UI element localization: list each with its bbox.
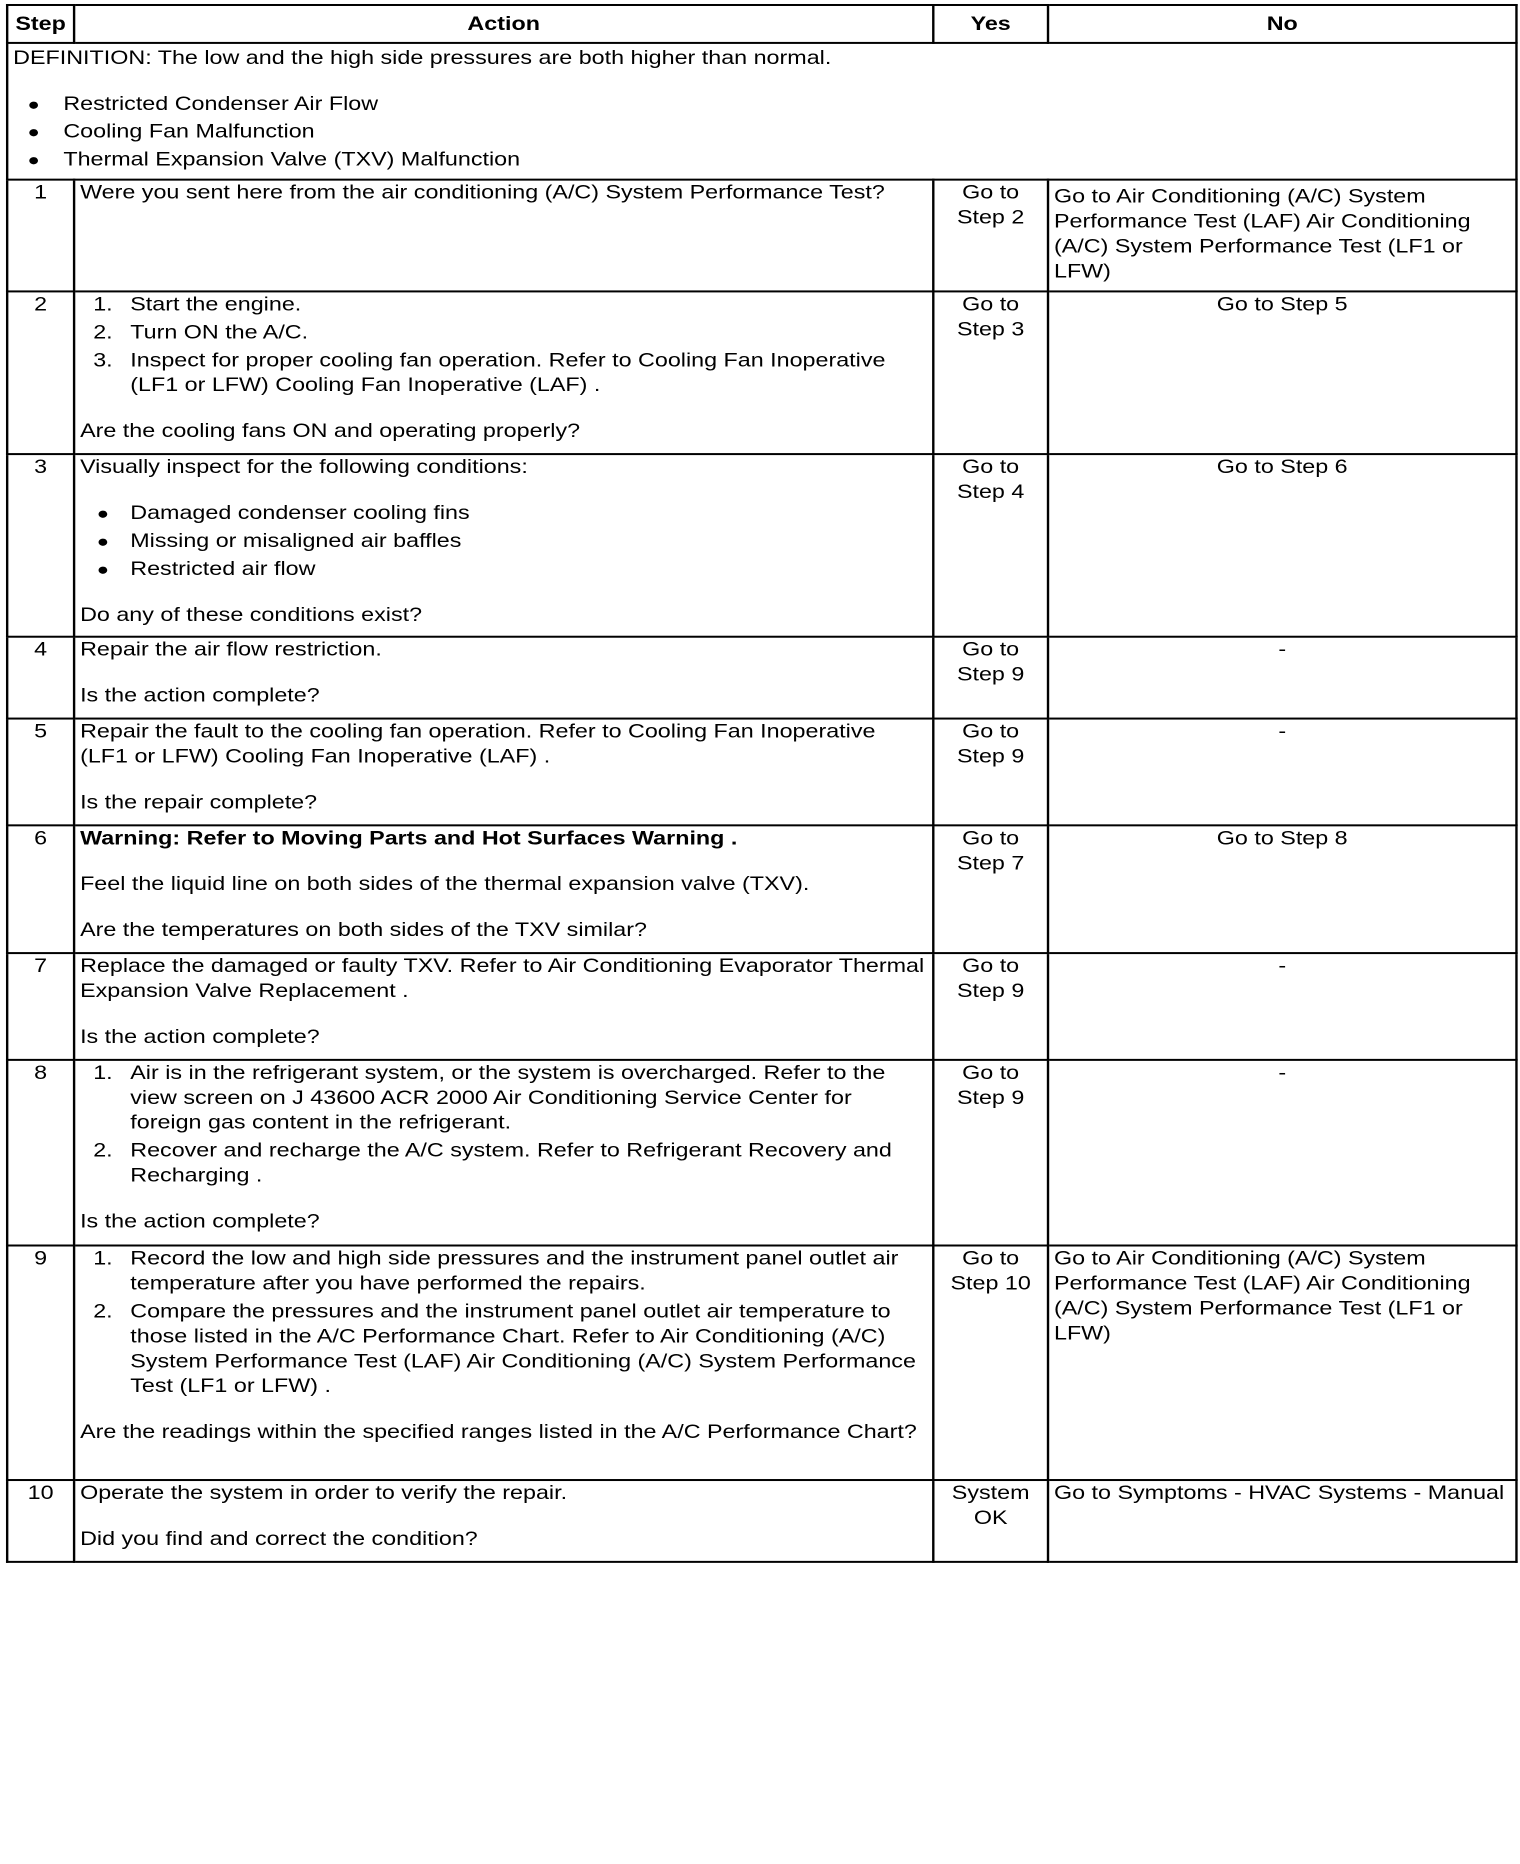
no-cell: Go to Step 8: [1048, 825, 1516, 953]
yes-line: Step 9: [956, 745, 1025, 768]
condition-item: ● Restricted air flow: [80, 557, 927, 582]
yes-cell: [933, 825, 1048, 953]
action-cell: [74, 637, 933, 719]
yes-cell: [933, 454, 1048, 637]
question: Is the repair complete?: [80, 791, 318, 814]
question: Were you sent here from the air conditioning (A/C) System Performance Test?: [80, 181, 885, 204]
action-cell: [74, 1246, 933, 1481]
action-item: 2. Recover and recharge the A/C system. Refer to Refrigerant Recovery and Recharging .: [93, 1139, 892, 1187]
no-cell: Go to Air Conditioning (A/C) System Performance Test (LAF) Air Conditioning (A/C) System Performance Test (LF1 or LFW): [1048, 1246, 1516, 1481]
no-cell: Go to Symptoms - HVAC Systems - Manual: [1048, 1480, 1516, 1562]
step-number: 3: [7, 454, 74, 637]
header-row: [7, 5, 1516, 43]
header-no: No: [1048, 5, 1516, 43]
yes-line: OK: [973, 1506, 1008, 1529]
step-number: 10: [7, 1480, 74, 1562]
action-item: 2. Compare the pressures and the instrument panel outlet air temperature to those listed in the A/C Performance Chart. Refer to Air Conditioning (A/C) System Performance Test (LAF) Air Conditioning (A/C) System Performance Test (LF1 or LFW) .: [93, 1300, 916, 1398]
no-cell: -: [1048, 719, 1516, 826]
step-number: 9: [7, 1246, 74, 1481]
step-number: 8: [7, 1060, 74, 1246]
step-number: 4: [7, 637, 74, 719]
no-cell: -: [1048, 1060, 1516, 1246]
yes-cell: [933, 1246, 1048, 1481]
question: Did you find and correct the condition?: [80, 1527, 478, 1550]
step-number: 5: [7, 719, 74, 826]
yes-cell: [933, 291, 1048, 454]
yes-cell: [933, 637, 1048, 719]
action-item: 1. Air is in the refrigerant system, or the system is overcharged. Refer to the view screen on J 43600 ACR 2000 Air Conditioning Service Center for foreign gas content in the refrigerant.: [93, 1061, 886, 1134]
step-row-3: [7, 454, 1516, 637]
intro: Visually inspect for the following conditions:: [80, 456, 528, 479]
header-action: Action: [74, 5, 933, 43]
yes-line: Step 9: [956, 663, 1025, 686]
definition-cell: [7, 43, 1516, 180]
intro: Repair the air flow restriction.: [80, 638, 382, 661]
question: Is the action complete?: [80, 1025, 320, 1048]
step-row-7: [7, 953, 1516, 1060]
yes-line: Go to: [962, 827, 1020, 850]
step-row-9: [7, 1246, 1516, 1481]
question: Is the action complete?: [80, 684, 320, 707]
header-yes: Yes: [933, 5, 1048, 43]
action-cell: [74, 1480, 933, 1562]
intro: Feel the liquid line on both sides of the thermal expansion valve (TXV).: [80, 873, 810, 896]
yes-line: Go to: [962, 456, 1020, 479]
definition-row: [7, 43, 1516, 180]
no-cell: Go to Step 6: [1048, 454, 1516, 637]
yes-line: System: [951, 1482, 1030, 1504]
yes-line: Step 2: [956, 206, 1025, 229]
yes-line: Step 9: [956, 980, 1025, 1002]
no-cell: -: [1048, 637, 1516, 719]
yes-cell: [933, 1060, 1048, 1246]
yes-line: Go to: [962, 1061, 1020, 1084]
action-cell: [74, 719, 933, 826]
step-row-8: [7, 1060, 1516, 1246]
intro: Operate the system in order to verify the repair.: [80, 1482, 568, 1504]
yes-cell: [933, 953, 1048, 1060]
action-cell: [74, 180, 933, 292]
cause-item: ● Cooling Fan Malfunction: [13, 120, 1510, 145]
cause-item: ● Thermal Expansion Valve (TXV) Malfunction: [13, 148, 1510, 173]
yes-line: Go to: [962, 955, 1020, 978]
no-cell: Go to Step 5: [1048, 291, 1516, 454]
step-number: 6: [7, 825, 74, 953]
yes-cell: [933, 719, 1048, 826]
question: Is the action complete?: [80, 1210, 320, 1233]
step-number: 1: [7, 180, 74, 292]
yes-cell: [933, 180, 1048, 292]
yes-cell: [933, 1480, 1048, 1562]
yes-line: Go to: [962, 181, 1020, 204]
condition-list: [80, 501, 927, 582]
yes-line: Step 10: [950, 1272, 1031, 1295]
yes-line: Go to: [962, 638, 1020, 661]
action-list: [80, 1061, 927, 1189]
diagnostic-table: [6, 4, 1518, 1563]
no-cell: Go to Air Conditioning (A/C) System Performance Test (LAF) Air Conditioning (A/C) System Performance Test (LF1 or LFW): [1048, 180, 1516, 292]
action-list: [80, 1247, 927, 1400]
step-row-5: [7, 719, 1516, 826]
action-item: 1. Start the engine.: [93, 293, 302, 316]
action-item: 1. Record the low and high side pressures and the instrument panel outlet air temperature after you have performed the repairs.: [93, 1247, 899, 1295]
yes-line: Step 9: [956, 1086, 1025, 1109]
condition-item: ● Damaged condenser cooling fins: [80, 501, 927, 526]
step-row-6: [7, 825, 1516, 953]
question: Are the cooling fans ON and operating properly?: [80, 420, 581, 443]
warning-text: Warning: Refer to Moving Parts and Hot Surfaces Warning .: [80, 827, 738, 850]
yes-line: Go to: [962, 1247, 1020, 1270]
question: Are the temperatures on both sides of the TXV similar?: [80, 919, 647, 942]
action-cell: [74, 1060, 933, 1246]
step-row-4: [7, 637, 1516, 719]
cause-list: [13, 92, 1510, 173]
step-number: 2: [7, 291, 74, 454]
action-cell: [74, 291, 933, 454]
question: Are the readings within the specified ranges listed in the A/C Performance Chart?: [80, 1421, 917, 1444]
step-row-2: [7, 291, 1516, 454]
step-row-1: [7, 180, 1516, 292]
yes-line: Go to: [962, 720, 1020, 743]
action-cell: [74, 825, 933, 953]
action-item: 2. Turn ON the A/C.: [93, 321, 309, 344]
question: Do any of these conditions exist?: [80, 603, 423, 626]
intro: Repair the fault to the cooling fan operation. Refer to Cooling Fan Inoperative (LF1 or LFW) Cooling Fan Inoperative (LAF) .: [80, 720, 876, 768]
step-row-10: [7, 1480, 1516, 1562]
action-item: 3. Inspect for proper cooling fan operation. Refer to Cooling Fan Inoperative (LF1 or LFW) Cooling Fan Inoperative (LAF) .: [93, 349, 886, 397]
definition-text: DEFINITION: The low and the high side pressures are both higher than normal.: [13, 46, 832, 69]
header-step: Step: [7, 5, 74, 43]
yes-line: Step 7: [956, 852, 1025, 875]
yes-line: Step 4: [956, 481, 1025, 503]
yes-line: Step 3: [956, 318, 1025, 341]
cause-item: ● Restricted Condenser Air Flow: [13, 92, 1510, 117]
action-cell: [74, 953, 933, 1060]
condition-item: ● Missing or misaligned air baffles: [80, 529, 927, 554]
no-cell: -: [1048, 953, 1516, 1060]
step-number: 7: [7, 953, 74, 1060]
action-cell: [74, 454, 933, 637]
yes-line: Go to: [962, 293, 1020, 316]
intro: Replace the damaged or faulty TXV. Refer to Air Conditioning Evaporator Thermal Expansion Valve Replacement .: [80, 955, 925, 1002]
action-list: [80, 292, 927, 398]
